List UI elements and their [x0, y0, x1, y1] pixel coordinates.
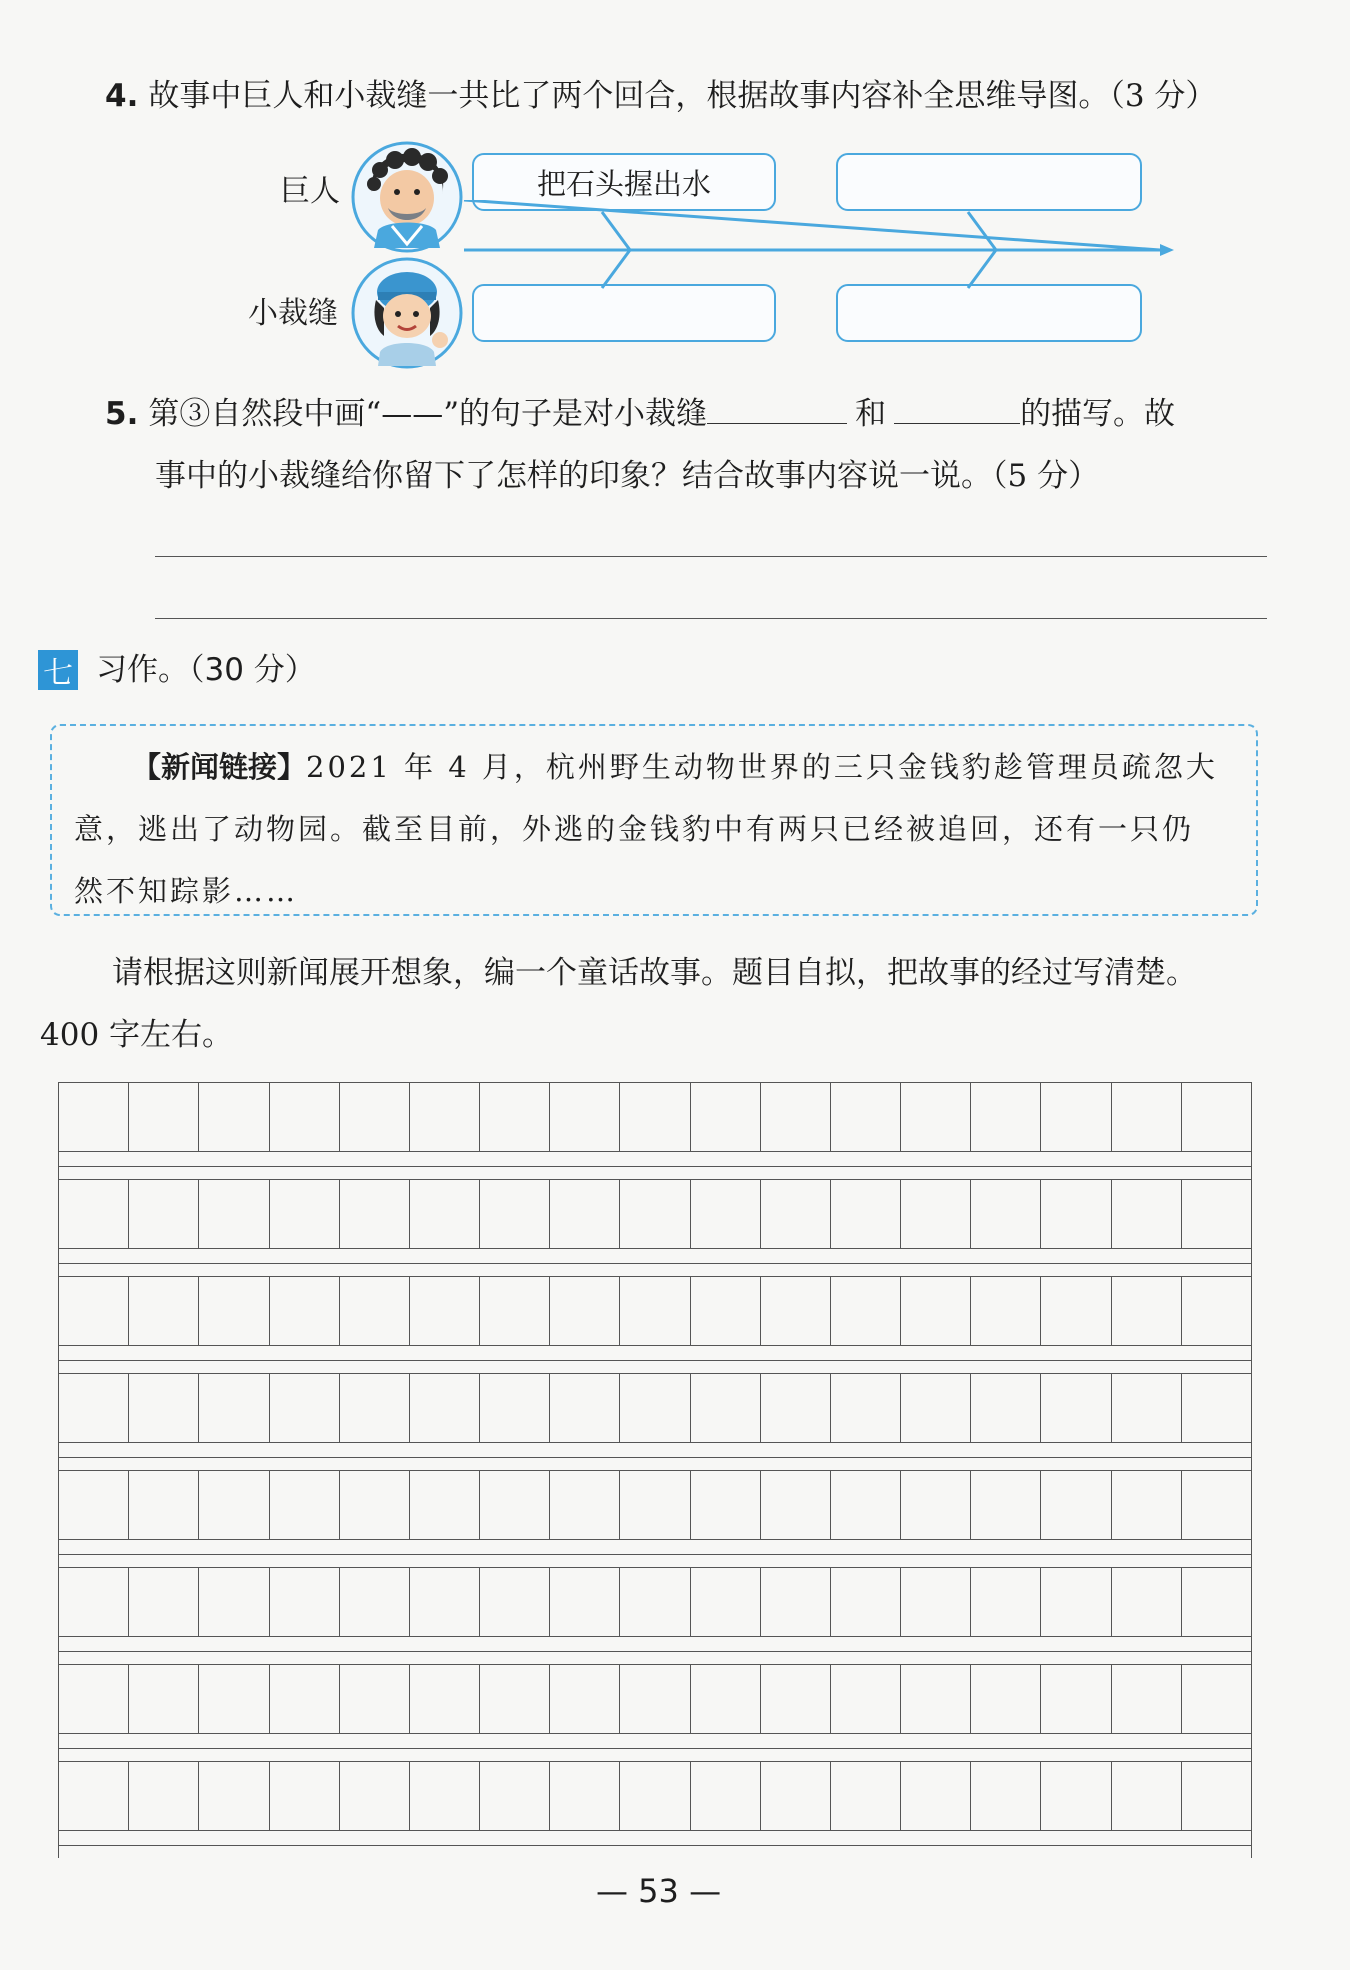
grid-cell[interactable]	[1041, 1762, 1111, 1830]
grid-cell[interactable]	[1112, 1083, 1182, 1151]
grid-row[interactable]	[58, 1761, 1252, 1831]
grid-outer-border	[58, 1082, 59, 1858]
grid-cell[interactable]	[761, 1471, 831, 1539]
grid-cell[interactable]	[410, 1762, 480, 1830]
q5-prompt	[105, 394, 1175, 434]
grid-cell[interactable]	[1182, 1665, 1251, 1733]
grid-cell[interactable]	[691, 1665, 761, 1733]
grid-row-separator	[58, 1166, 1252, 1167]
grid-cell[interactable]	[129, 1568, 199, 1636]
grid-cell[interactable]	[1041, 1083, 1111, 1151]
grid-cell[interactable]	[550, 1180, 620, 1248]
grid-row[interactable]	[58, 1567, 1252, 1637]
grid-cell[interactable]	[1041, 1180, 1111, 1248]
grid-cell[interactable]	[1182, 1471, 1251, 1539]
grid-cell[interactable]	[761, 1762, 831, 1830]
grid-cell[interactable]	[691, 1180, 761, 1248]
grid-cell[interactable]	[340, 1665, 410, 1733]
tailor-label: 小裁缝	[248, 296, 338, 331]
grid-cell[interactable]	[901, 1762, 971, 1830]
grid-cell[interactable]	[1112, 1762, 1182, 1830]
grid-cell[interactable]	[270, 1083, 340, 1151]
grid-cell[interactable]	[59, 1277, 129, 1345]
grid-cell[interactable]	[1041, 1568, 1111, 1636]
grid-cell[interactable]	[620, 1374, 690, 1442]
grid-cell[interactable]	[410, 1665, 480, 1733]
news-tag: 【新闻链接】	[132, 750, 307, 784]
writing-prompt-line-2: 400 字左右。	[40, 1017, 234, 1053]
grid-cell[interactable]	[691, 1568, 761, 1636]
grid-row[interactable]	[58, 1082, 1252, 1152]
grid-cell[interactable]	[831, 1665, 901, 1733]
grid-cell[interactable]	[199, 1277, 269, 1345]
q4-number: 4.	[105, 78, 139, 114]
grid-cell[interactable]	[410, 1180, 480, 1248]
grid-cell[interactable]	[199, 1471, 269, 1539]
grid-cell[interactable]	[59, 1083, 129, 1151]
grid-row[interactable]	[58, 1470, 1252, 1540]
grid-cell[interactable]	[691, 1471, 761, 1539]
grid-cell[interactable]	[901, 1471, 971, 1539]
section-seven-badge: 七	[38, 650, 78, 690]
grid-cell[interactable]	[199, 1762, 269, 1830]
tailor-avatar-icon	[350, 256, 464, 370]
grid-cell[interactable]	[1182, 1083, 1251, 1151]
grid-row[interactable]	[58, 1664, 1252, 1734]
grid-cell[interactable]	[340, 1471, 410, 1539]
grid-cell[interactable]	[901, 1568, 971, 1636]
grid-cell[interactable]	[1112, 1180, 1182, 1248]
grid-cell[interactable]	[410, 1568, 480, 1636]
grid-cell[interactable]	[831, 1180, 901, 1248]
giant-label: 巨人	[280, 174, 340, 209]
grid-cell[interactable]	[1041, 1277, 1111, 1345]
grid-cell[interactable]	[901, 1665, 971, 1733]
grid-cell[interactable]	[831, 1374, 901, 1442]
q5-answer-line-1[interactable]	[155, 556, 1267, 557]
grid-cell[interactable]	[901, 1083, 971, 1151]
grid-cell[interactable]	[1182, 1568, 1251, 1636]
grid-cell[interactable]	[410, 1374, 480, 1442]
q5-answer-line-2[interactable]	[155, 618, 1267, 619]
grid-cell[interactable]	[550, 1762, 620, 1830]
grid-row-separator	[58, 1263, 1252, 1264]
grid-cell[interactable]	[1112, 1374, 1182, 1442]
grid-cell[interactable]	[831, 1762, 901, 1830]
grid-cell[interactable]	[340, 1568, 410, 1636]
section-seven-title: 习作。（30 分）	[96, 652, 316, 688]
grid-cell[interactable]	[761, 1568, 831, 1636]
grid-cell[interactable]	[901, 1277, 971, 1345]
page-number: — 53 —	[596, 1872, 722, 1910]
grid-cell[interactable]	[971, 1665, 1041, 1733]
giant-round1-text: 把石头握出水	[536, 166, 711, 201]
grid-cell[interactable]	[340, 1180, 410, 1248]
grid-cell[interactable]	[971, 1374, 1041, 1442]
news-line-1	[74, 736, 1234, 798]
grid-row-separator	[58, 1457, 1252, 1458]
grid-cell[interactable]	[620, 1665, 690, 1733]
grid-cell[interactable]	[480, 1374, 550, 1442]
grid-cell[interactable]	[550, 1665, 620, 1733]
grid-outer-border	[1251, 1082, 1252, 1858]
grid-cell[interactable]	[410, 1277, 480, 1345]
q5-line2: 事中的小裁缝给你留下了怎样的印象？结合故事内容说一说。（5 分）	[155, 458, 1100, 494]
grid-cell[interactable]	[831, 1471, 901, 1539]
grid-cell[interactable]	[1041, 1471, 1111, 1539]
grid-cell[interactable]	[129, 1374, 199, 1442]
grid-cell[interactable]	[691, 1277, 761, 1345]
grid-cell[interactable]	[620, 1762, 690, 1830]
grid-cell[interactable]	[480, 1277, 550, 1345]
grid-cell[interactable]	[971, 1568, 1041, 1636]
grid-row[interactable]	[58, 1373, 1252, 1443]
grid-cell[interactable]	[1182, 1762, 1251, 1830]
grid-cell[interactable]	[59, 1180, 129, 1248]
grid-cell[interactable]	[480, 1083, 550, 1151]
grid-cell[interactable]	[1112, 1568, 1182, 1636]
grid-cell[interactable]	[761, 1180, 831, 1248]
grid-cell[interactable]	[410, 1471, 480, 1539]
grid-cell[interactable]	[761, 1665, 831, 1733]
grid-cell[interactable]	[129, 1277, 199, 1345]
grid-cell[interactable]	[129, 1762, 199, 1830]
q5-text-a: 第③自然段中画“——”的句子是对小裁缝	[148, 396, 708, 432]
grid-cell[interactable]	[550, 1277, 620, 1345]
news-line-1-text: 2021 年 4 月，杭州野生动物世界的三只金钱豹趁管理员疏忽大	[306, 750, 1218, 784]
grid-cell[interactable]	[550, 1374, 620, 1442]
q5-blank-2[interactable]	[894, 422, 1020, 424]
grid-cell[interactable]	[129, 1665, 199, 1733]
grid-cell[interactable]	[340, 1374, 410, 1442]
grid-cell[interactable]	[971, 1277, 1041, 1345]
grid-cell[interactable]	[129, 1471, 199, 1539]
news-box	[50, 724, 1258, 916]
q5-text-c: 的描写。故	[1020, 396, 1176, 432]
grid-cell[interactable]	[270, 1471, 340, 1539]
grid-cell[interactable]	[831, 1277, 901, 1345]
grid-cell[interactable]	[199, 1083, 269, 1151]
grid-row-separator	[58, 1360, 1252, 1361]
timeline-arrow-icon	[460, 200, 1180, 300]
grid-cell[interactable]	[270, 1374, 340, 1442]
grid-cell[interactable]	[340, 1277, 410, 1345]
grid-cell[interactable]	[480, 1568, 550, 1636]
grid-cell[interactable]	[270, 1277, 340, 1345]
grid-cell[interactable]	[620, 1180, 690, 1248]
grid-cell[interactable]	[691, 1083, 761, 1151]
grid-row-separator	[58, 1845, 1252, 1846]
grid-cell[interactable]	[340, 1762, 410, 1830]
grid-cell[interactable]	[971, 1180, 1041, 1248]
grid-cell[interactable]	[620, 1083, 690, 1151]
grid-row-separator	[58, 1651, 1252, 1652]
grid-cell[interactable]	[901, 1180, 971, 1248]
grid-cell[interactable]	[480, 1665, 550, 1733]
grid-cell[interactable]	[199, 1665, 269, 1733]
grid-cell[interactable]	[691, 1762, 761, 1830]
grid-cell[interactable]	[761, 1277, 831, 1345]
grid-cell[interactable]	[971, 1762, 1041, 1830]
grid-cell[interactable]	[1112, 1277, 1182, 1345]
q4-prompt	[105, 76, 1216, 116]
writing-prompt-line-1: 请根据这则新闻展开想象，编一个童话故事。题目自拟，把故事的经过写清楚。	[112, 955, 1197, 991]
grid-cell[interactable]	[691, 1374, 761, 1442]
grid-cell[interactable]	[1182, 1277, 1251, 1345]
grid-row[interactable]	[58, 1276, 1252, 1346]
grid-cell[interactable]	[59, 1568, 129, 1636]
grid-cell[interactable]	[1041, 1665, 1111, 1733]
grid-cell[interactable]	[831, 1568, 901, 1636]
grid-cell[interactable]	[270, 1180, 340, 1248]
grid-cell[interactable]	[270, 1762, 340, 1830]
grid-cell[interactable]	[480, 1180, 550, 1248]
grid-cell[interactable]	[59, 1665, 129, 1733]
grid-cell[interactable]	[901, 1374, 971, 1442]
grid-cell[interactable]	[199, 1568, 269, 1636]
grid-cell[interactable]	[1112, 1471, 1182, 1539]
grid-cell[interactable]	[550, 1083, 620, 1151]
grid-row[interactable]	[58, 1179, 1252, 1249]
q4-text: 故事中巨人和小裁缝一共比了两个回合，根据故事内容补全思维导图。（3 分）	[148, 78, 1217, 114]
grid-cell[interactable]	[550, 1568, 620, 1636]
grid-cell[interactable]	[1182, 1180, 1251, 1248]
grid-cell[interactable]	[129, 1083, 199, 1151]
grid-cell[interactable]	[1041, 1374, 1111, 1442]
grid-cell[interactable]	[480, 1762, 550, 1830]
giant-avatar-icon	[350, 140, 464, 254]
q5-blank-1[interactable]	[707, 422, 847, 424]
grid-cell[interactable]	[1112, 1665, 1182, 1733]
grid-cell[interactable]	[410, 1083, 480, 1151]
grid-cell[interactable]	[129, 1180, 199, 1248]
grid-cell[interactable]	[59, 1471, 129, 1539]
grid-cell[interactable]	[971, 1083, 1041, 1151]
grid-cell[interactable]	[620, 1568, 690, 1636]
grid-cell[interactable]	[620, 1471, 690, 1539]
grid-cell[interactable]	[620, 1277, 690, 1345]
grid-cell[interactable]	[1182, 1374, 1251, 1442]
news-line-2: 意，逃出了动物园。截至目前，外逃的金钱豹中有两只已经被追回，还有一只仍	[74, 812, 1195, 846]
grid-cell[interactable]	[761, 1083, 831, 1151]
grid-cell[interactable]	[59, 1762, 129, 1830]
grid-cell[interactable]	[831, 1083, 901, 1151]
grid-cell[interactable]	[59, 1374, 129, 1442]
grid-cell[interactable]	[340, 1083, 410, 1151]
grid-cell[interactable]	[971, 1471, 1041, 1539]
grid-cell[interactable]	[480, 1471, 550, 1539]
grid-cell[interactable]	[270, 1568, 340, 1636]
grid-row-separator	[58, 1554, 1252, 1555]
q5-number: 5.	[105, 396, 139, 432]
grid-cell[interactable]	[199, 1180, 269, 1248]
q5-text-b: 和	[855, 396, 887, 432]
grid-row-separator	[58, 1748, 1252, 1749]
grid-cell[interactable]	[199, 1374, 269, 1442]
grid-cell[interactable]	[550, 1471, 620, 1539]
news-line-3: 然不知踪影……	[74, 874, 299, 908]
grid-cell[interactable]	[761, 1374, 831, 1442]
grid-cell[interactable]	[270, 1665, 340, 1733]
